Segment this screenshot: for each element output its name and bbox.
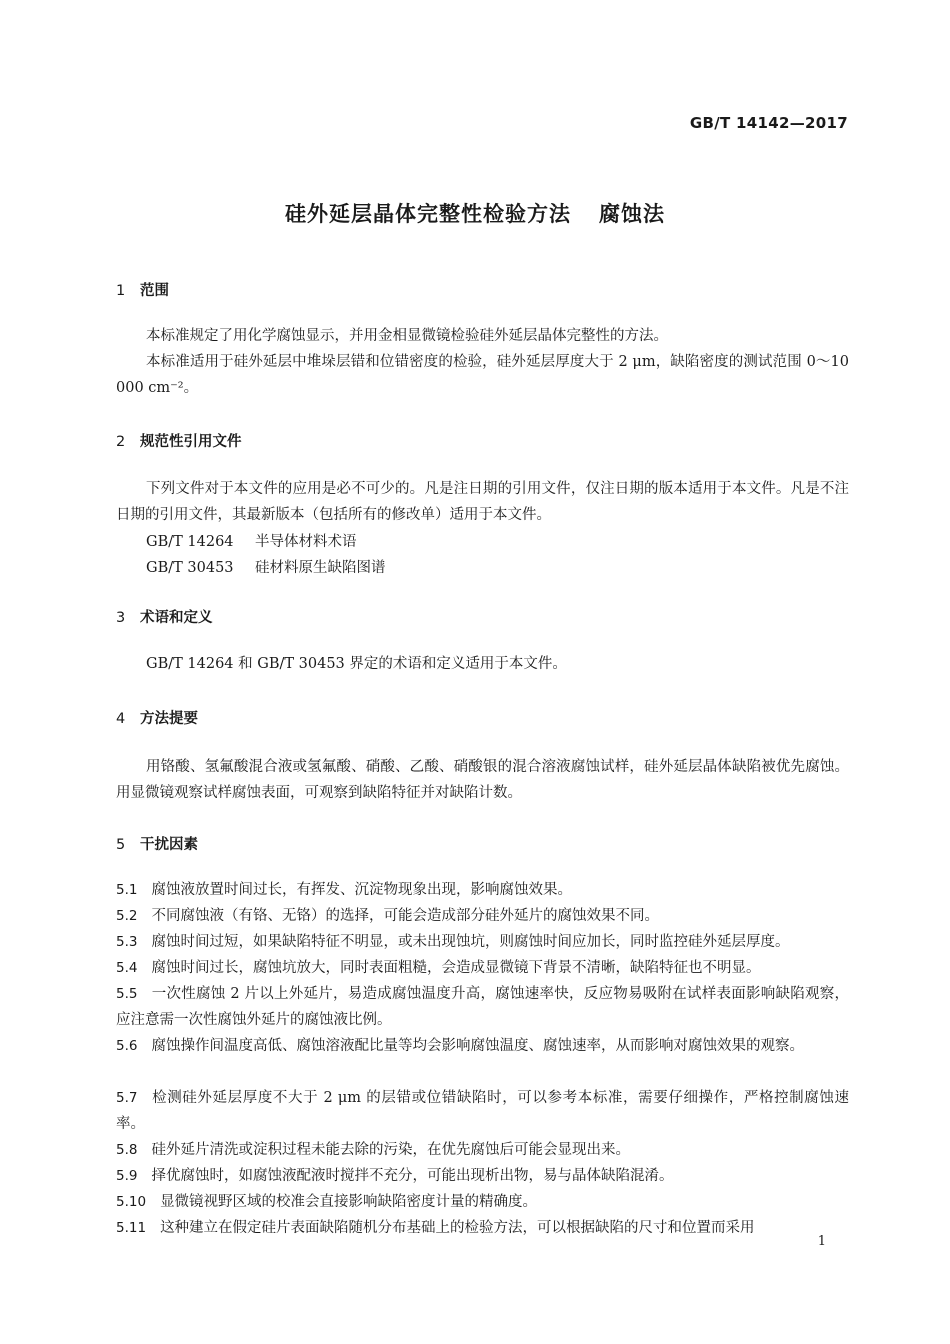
clause-number: 5.8 [116,1142,138,1158]
s1-paragraph-1: 本标准规定了用化学腐蚀显示，并用金相显微镜检验硅外延层晶体完整性的方法。 [146,328,668,344]
clause-item [116,1163,849,1189]
section-number: 4 [116,711,126,727]
clause-text: 这种建立在假定硅片表面缺陷随机分布基础上的检验方法，可以根据缺陷的尺寸和位置而采用 [160,1220,755,1236]
section-heading-2 [116,430,242,451]
clause-item [116,903,849,929]
title-sub: 腐蚀法 [599,202,665,226]
section-heading-5 [116,833,198,854]
section-heading-1 [116,279,169,300]
clause-number: 5.2 [116,908,138,924]
clause-text: 腐蚀液放置时间过长，有挥发、沉淀物现象出现，影响腐蚀效果。 [151,882,572,898]
section-title: 范围 [140,283,169,299]
clause-item [116,929,849,955]
clause-number: 5.9 [116,1168,138,1184]
clause-number: 5.7 [116,1090,138,1106]
clause-item [116,1189,849,1215]
normative-reference [146,530,357,551]
clause-item [116,877,849,903]
clause-item [116,1033,849,1059]
section-number: 2 [116,434,126,450]
reference-name: 硅材料原生缺陷图谱 [255,560,386,576]
document-title [0,198,950,228]
s3-paragraph-1: GB/T 14264 和 GB/T 30453 界定的术语和定义适用于本文件。 [146,656,567,672]
clause-text: 硅外延片清洗或淀积过程未能去除的污染，在优先腐蚀后可能会显现出来。 [151,1142,630,1158]
clause-text: 腐蚀时间过长，腐蚀坑放大，同时表面粗糙，会造成显微镜下背景不清晰，缺陷特征也不明显。 [151,960,761,976]
section-title: 方法提要 [140,711,198,727]
section-title: 干扰因素 [140,837,198,853]
page-number: 1 [817,1234,826,1249]
clause-text: 不同腐蚀液（有铬、无铬）的选择，可能会造成部分硅外延片的腐蚀效果不同。 [151,908,659,924]
s2-paragraph-1: 下列文件对于本文件的应用是必不可少的。凡是注日期的引用文件，仅注日期的版本适用于本文件。凡是不注日期的引用文件，其最新版本（包括所有的修改单）适用于本文件。 [116,481,849,523]
normative-reference [146,556,386,577]
s1-paragraph-2: 本标准适用于硅外延层中堆垛层错和位错密度的检验，硅外延层厚度大于 2 μm，缺陷密度的测试范围 0～10 000 cm⁻²。 [116,354,849,396]
clause-text: 显微镜视野区域的校准会直接影响缺陷密度计量的精确度。 [160,1194,538,1210]
clause-item [116,955,849,981]
reference-code: GB/T 30453 [146,560,234,576]
clause-item [116,1215,849,1241]
title-main: 硅外延层晶体完整性检验方法 [285,202,571,226]
clause-text: 择优腐蚀时，如腐蚀液配液时搅拌不充分，可能出现析出物，易与晶体缺陷混淆。 [151,1168,674,1184]
clause-text: 腐蚀时间过短，如果缺陷特征不明显，或未出现蚀坑，则腐蚀时间应加长，同时监控硅外延层厚度。 [151,934,790,950]
clause-number: 5.10 [116,1194,147,1210]
standard-code: GB/T 14142—2017 [689,114,848,132]
clause-number: 5.4 [116,960,138,976]
clause-item [116,1137,849,1163]
clause-text: 一次性腐蚀 2 片以上外延片，易造成腐蚀温度升高，腐蚀速率快，反应物易吸附在试样表面影响缺陷观察，应注意需一次性腐蚀外延片的腐蚀液比例。 [116,986,849,1028]
section-number: 1 [116,283,126,299]
s4-paragraph-1: 用铬酸、氢氟酸混合液或氢氟酸、硝酸、乙酸、硝酸银的混合溶液腐蚀试样，硅外延层晶体缺陷被优先腐蚀。用显微镜观察试样腐蚀表面，可观察到缺陷特征并对缺陷计数。 [116,759,849,801]
section-heading-3 [116,606,213,627]
clause-number: 5.11 [116,1220,147,1236]
reference-code: GB/T 14264 [146,534,234,550]
clause-number: 5.3 [116,934,138,950]
section-number: 5 [116,837,126,853]
clause-number: 5.5 [116,986,138,1002]
clause-number: 5.1 [116,882,138,898]
section-title: 规范性引用文件 [140,434,242,450]
reference-name: 半导体材料术语 [255,534,357,550]
section-heading-4 [116,707,198,728]
clause-item [116,1085,849,1137]
section-title: 术语和定义 [140,610,213,626]
section-number: 3 [116,610,126,626]
clause-item [116,981,849,1033]
clause-text: 检测硅外延层厚度不大于 2 μm 的层错或位错缺陷时，可以参考本标准，需要仔细操作，严格控制腐蚀速率。 [116,1090,849,1132]
clause-number: 5.6 [116,1038,138,1054]
clause-text: 腐蚀操作间温度高低、腐蚀溶液配比量等均会影响腐蚀温度、腐蚀速率，从而影响对腐蚀效果的观察。 [151,1038,804,1054]
